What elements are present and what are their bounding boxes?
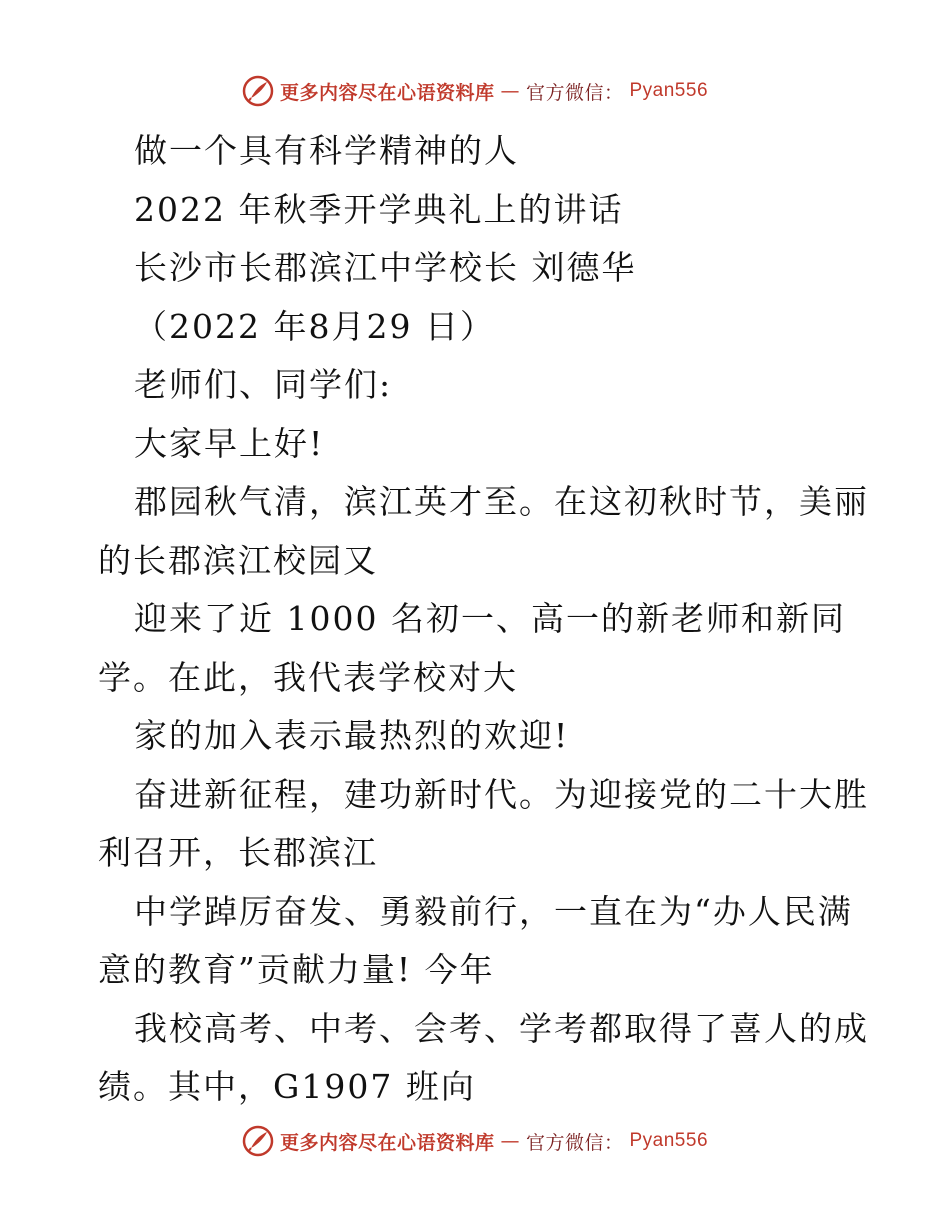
text-line: 迎来了近 1000 名初一、高一的新老师和新同 — [134, 599, 846, 638]
watermark-main-text: 更多内容尽在心语资料库 — [279, 81, 495, 104]
text-line: 的长郡滨江校园又 — [98, 540, 378, 580]
text-line: 郡园秋气清，滨江英才至。在这初秋时节，美丽 — [134, 482, 869, 521]
watermark-wechat-label: 官方微信： — [525, 81, 624, 104]
text-line: 做一个具有科学精神的人 — [134, 131, 519, 170]
text-line: 2022 年秋季开学典礼上的讲话 — [134, 189, 624, 229]
quill-logo-icon — [242, 75, 274, 107]
text-line: （2022 年8月29 日） — [134, 306, 495, 346]
text-line: 大家早上好! — [134, 423, 325, 463]
watermark-dash: — — [500, 1130, 520, 1152]
text-line: 意的教育”贡献力量! 今年 — [98, 950, 495, 989]
text-line: 我校高考、中考、会考、学考都取得了喜人的成 — [134, 1008, 869, 1048]
text-line: 奋进新征程，建功新时代。为迎接党的二十大胜 — [134, 774, 869, 814]
document-body — [98, 122, 869, 1117]
text-line: 长沙市长郡滨江中学校长 刘德华 — [134, 248, 637, 287]
footer-watermark — [0, 1121, 950, 1161]
text-line: 学。在此，我代表学校对大 — [98, 657, 518, 697]
watermark-dash: — — [500, 80, 520, 102]
watermark-main-text: 更多内容尽在心语资料库 — [279, 1131, 495, 1154]
header-watermark — [0, 71, 950, 111]
text-line: 绩。其中，G1907 班向 — [98, 1067, 476, 1106]
text-line: 中学踔厉奋发、勇毅前行，一直在为“办人民满 — [134, 891, 853, 931]
watermark-wechat-id: Pyan556 — [629, 1130, 709, 1151]
watermark-wechat-id: Pyan556 — [629, 80, 709, 101]
text-line: 利召开，长郡滨江 — [98, 833, 378, 872]
text-line: 老师们、同学们: — [134, 365, 393, 404]
text-line: 家的加入表示最热烈的欢迎! — [134, 716, 570, 755]
quill-logo-icon — [242, 1125, 274, 1157]
watermark-wechat-label: 官方微信： — [525, 1131, 624, 1154]
